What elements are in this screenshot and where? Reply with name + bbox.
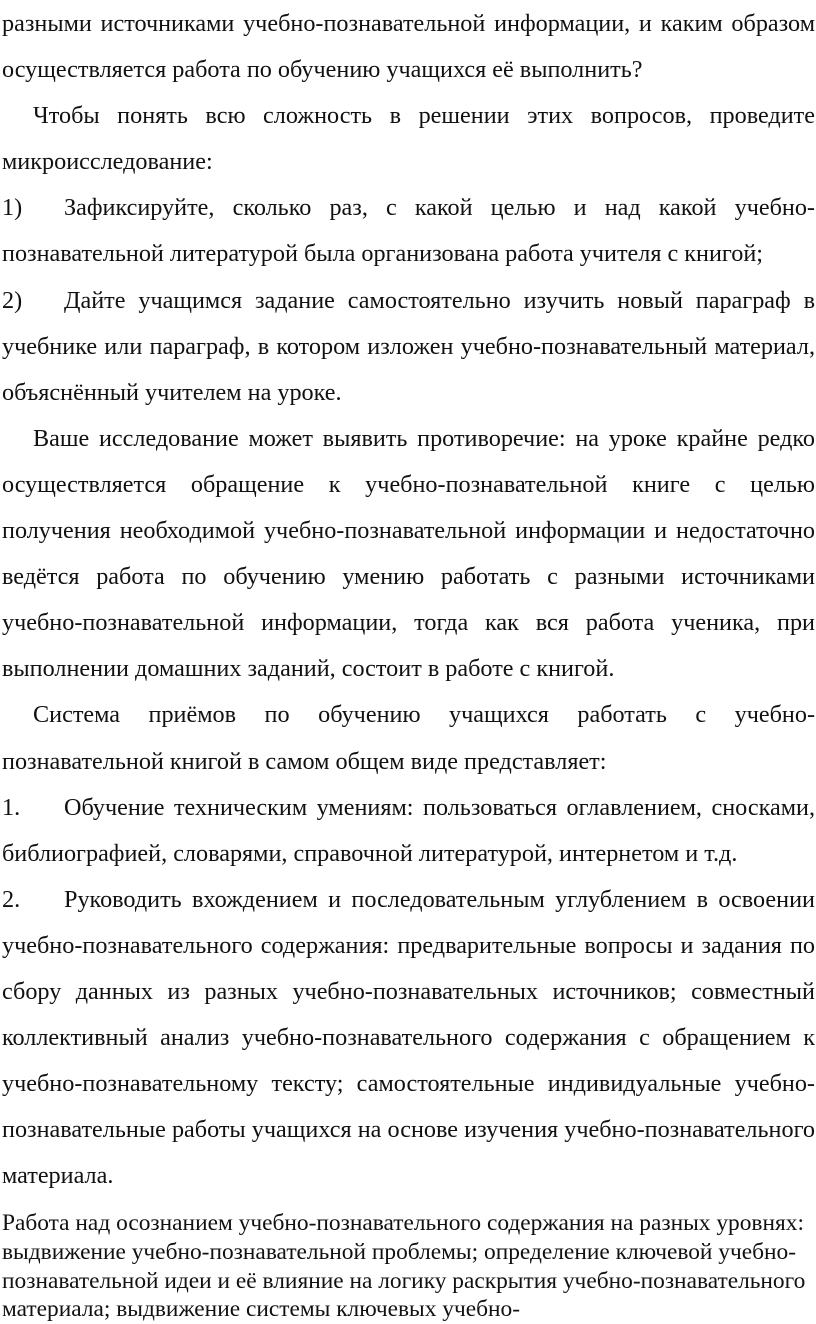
list-item-text: Зафиксируйте, сколько раз, с какой целью и над какой учебно-познавательной литературой была организована работа учителя с книгой; (2, 194, 815, 268)
list-number: 2. (2, 885, 21, 913)
list-item-1-dot (2, 785, 815, 877)
list-item-1-paren (2, 185, 815, 277)
list-number: 1. (2, 793, 21, 821)
list-item-2-dot (2, 877, 815, 1200)
paragraph-1: разными источниками учебно-познавательной информации, и каким образом осуществляется работа по обучению учащихся её выполнить? (2, 10, 815, 84)
paragraph-system: Система приёмов по обучению учащихся работать с учебно-познавательной книгой в самом общем виде представляет: (2, 701, 815, 775)
paragraph-single-spaced: Работа над осознанием учебно-познавательного содержания на разных уровнях: выдвижение учебно-познавательной проблемы; определение ключевой учебно-познавательной идеи и её влияние на логику раскрытия учебно-познавательного материала; выдвижение системы ключевых учебно- (2, 1210, 806, 1323)
paragraph-2: Чтобы понять всю сложность в решении этих вопросов, проведите микроисследование: (2, 102, 815, 176)
paragraph-research: Ваше исследование может выявить противоречие: на уроке крайне редко осуществляется обращение к учебно-познавательной книге с целью получения необходимой учебно-познавательной информации и недостаточно ведётся работа по обучению умению работать с разными источниками учебно-познавательной информации, тогда как вся работа ученика, при выполнении домашних заданий, состоит в работе с книгой. (2, 424, 815, 683)
list-item-text: Обучение техническим умениям: пользоваться оглавлением, сносками, библиографией, словарями, справочной литературой, интернетом и т.д. (2, 793, 815, 867)
list-number: 2) (2, 286, 23, 314)
list-item-2-paren (2, 278, 815, 416)
list-number: 1) (2, 194, 23, 222)
list-item-text: Руководить вхождением и последовательным углублением в освоении учебно-познавательного содержания: предварительные вопросы и задания по сбору данных из разных учебно-познавательных источников; совместный коллективный анализ учебно-познавательного содержания с обращением к учебно-познавательному тексту; самостоятельные индивидуальные учебно-познавательные работы учащихся на основе изучения учебно-познавательного материала. (2, 885, 815, 1190)
list-item-text: Дайте учащимся задание самостоятельно изучить новый параграф в учебнике или параграф, в котором изложен учебно-познавательный материал, объяснённый учителем на уроке. (2, 286, 815, 406)
